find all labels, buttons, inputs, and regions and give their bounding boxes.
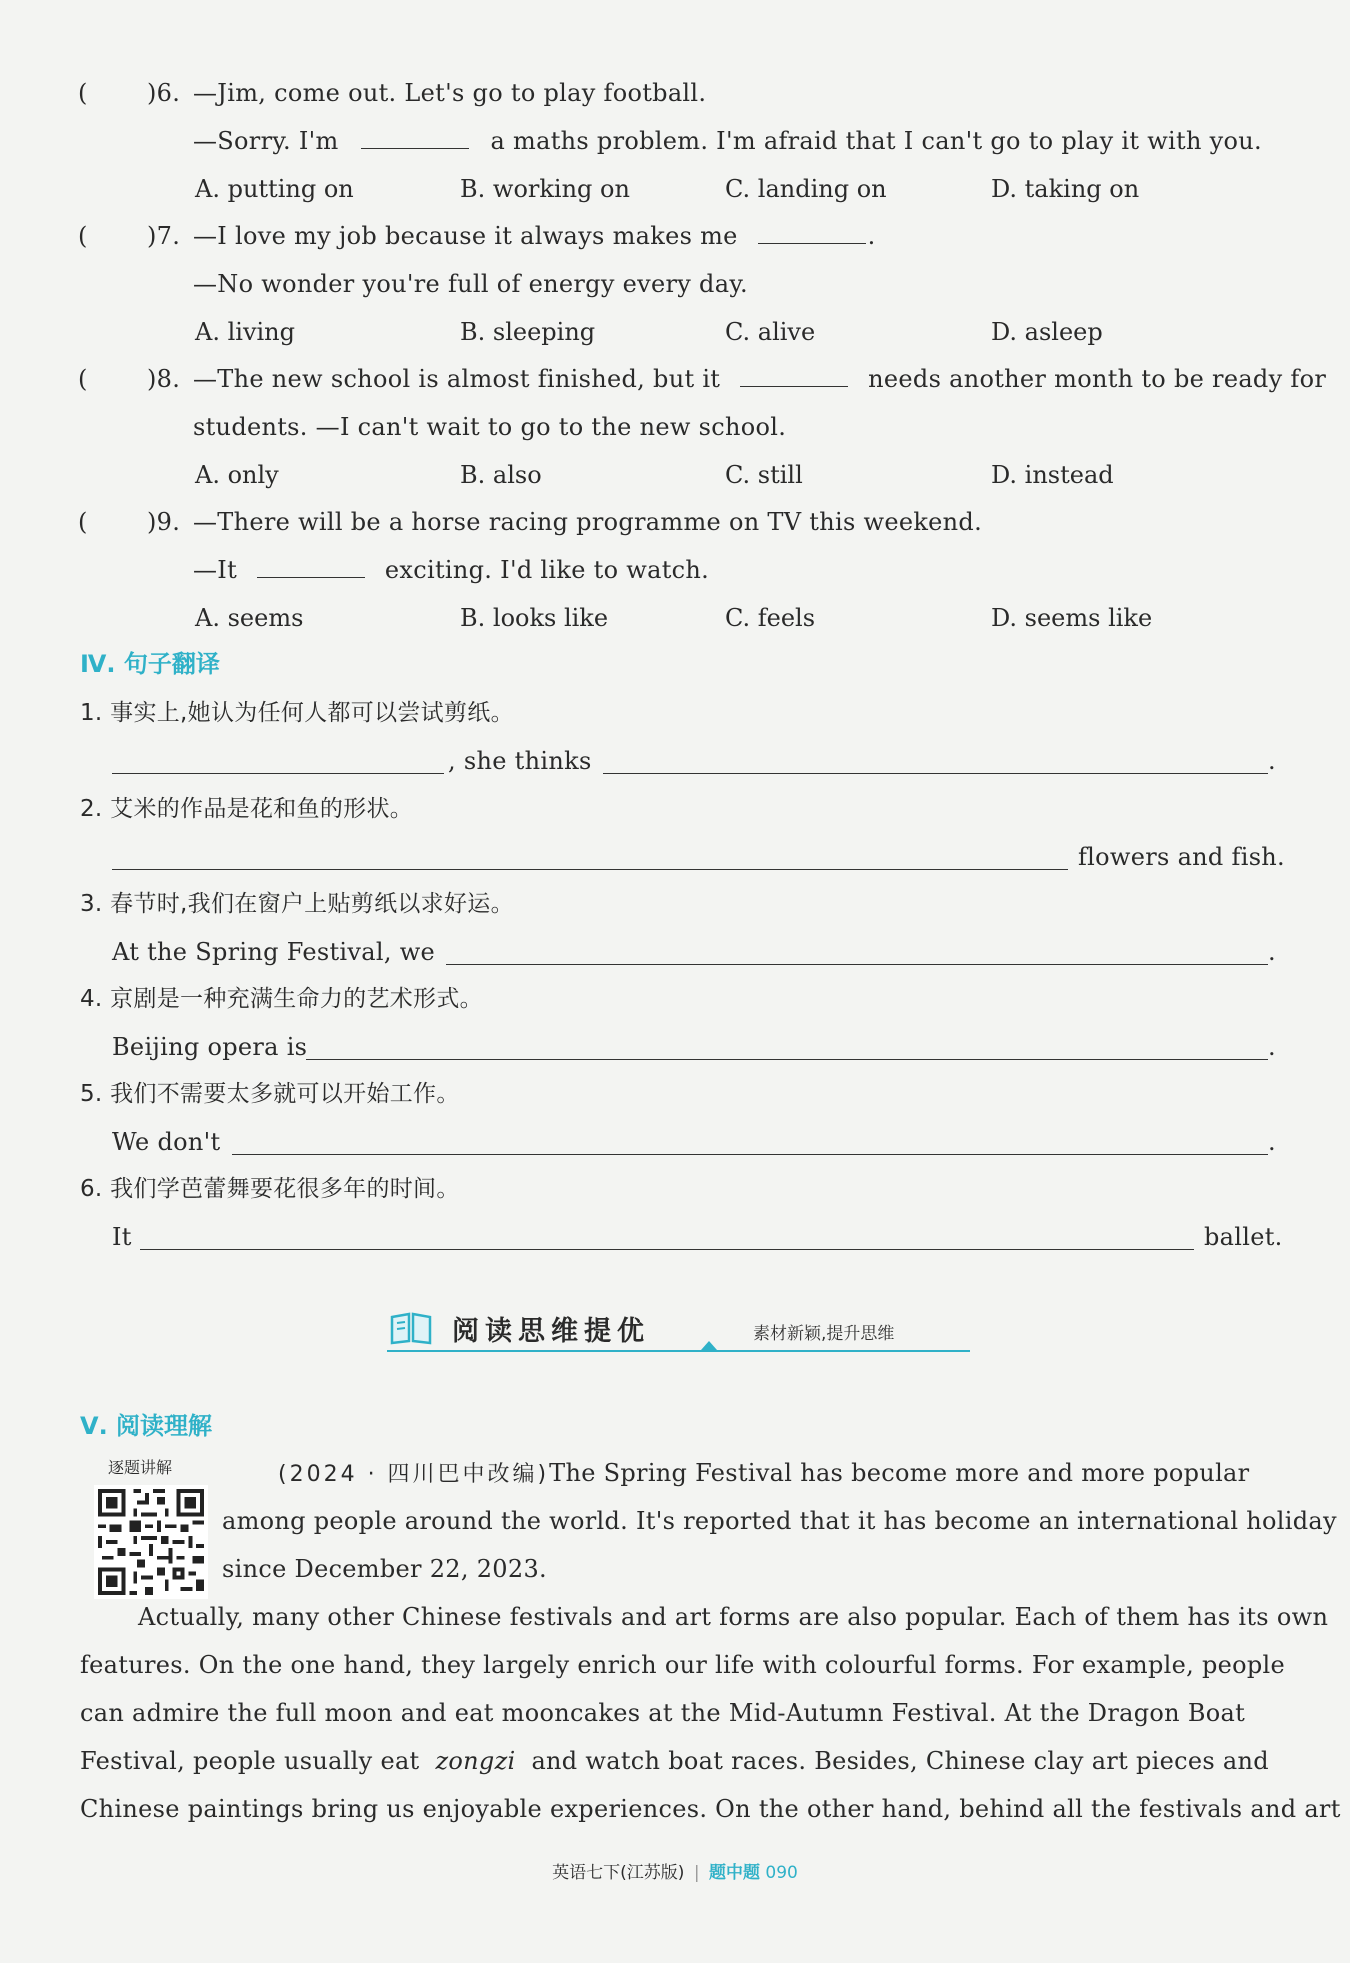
question-8-line1-end: needs another month to be ready for	[868, 365, 1327, 393]
reading-source: (2024 · 四川巴中改编)	[278, 1462, 550, 1487]
reading-p2-line3: can admire the full moon and eat mooncakes at the Mid-Autumn Festival. At the Dragon Boat	[80, 1699, 1246, 1727]
question-9-option-c[interactable]: C. feels	[725, 604, 816, 632]
qr-label: 逐题讲解	[108, 1458, 173, 1477]
question-6-line2-end: a maths problem. I'm afraid that I can't go to play it with you.	[490, 127, 1262, 155]
translation-4-blank[interactable]	[306, 1059, 1268, 1060]
translation-3-start: At the Spring Festival, we	[112, 938, 436, 966]
question-7-option-c[interactable]: C. alive	[725, 318, 816, 346]
banner-underline	[387, 1350, 970, 1352]
reading-p2-line2: features. On the one hand, they largely enrich our life with colourful forms. For example, people	[80, 1651, 1286, 1679]
question-8-option-a[interactable]: A. only	[195, 461, 279, 489]
translation-4-end: .	[1268, 1033, 1276, 1061]
open-book-icon	[389, 1309, 433, 1347]
question-9-number: )9.	[147, 508, 181, 536]
question-6-number: )6.	[147, 79, 181, 107]
question-9-line2-start: —It	[193, 556, 238, 584]
question-9-option-a[interactable]: A. seems	[195, 604, 304, 632]
reading-p2-line5: Chinese paintings bring us enjoyable experiences. On the other hand, behind all the festivals and art	[80, 1795, 1341, 1823]
question-9-option-b[interactable]: B. looks like	[460, 604, 609, 632]
question-7-line1-end: .	[867, 222, 876, 250]
page-footer	[0, 1858, 1350, 1883]
reading-p1-line1-text: The Spring Festival has become more and more popular	[549, 1459, 1250, 1487]
qr-code-block[interactable]	[94, 1455, 208, 1605]
question-7-option-a[interactable]: A. living	[195, 318, 295, 346]
banner-subtitle: 素材新颖,提升思维	[753, 1324, 895, 1344]
translation-1-end: .	[1268, 747, 1276, 775]
reading-p1-line1	[278, 1458, 1249, 1490]
question-6-option-a[interactable]: A. putting on	[195, 175, 354, 203]
translation-1-chinese: 1. 事实上,她认为任何人都可以尝试剪纸。	[80, 700, 514, 726]
translation-5-blank[interactable]	[232, 1154, 1268, 1155]
question-6-option-b[interactable]: B. working on	[460, 175, 630, 203]
footer-book: 英语七下(江苏版)	[552, 1863, 685, 1883]
translation-4-start: Beijing opera is	[112, 1033, 308, 1061]
question-7-option-b[interactable]: B. sleeping	[460, 318, 596, 346]
question-7-number: )7.	[147, 222, 181, 250]
translation-3-end: .	[1268, 938, 1276, 966]
section-4-title: Ⅳ. 句子翻译	[80, 650, 220, 678]
question-8-blank[interactable]	[740, 364, 848, 387]
footer-separator: |	[693, 1863, 700, 1883]
question-8-line1-start: —The new school is almost finished, but it	[193, 365, 721, 393]
question-6-line1: —Jim, come out. Let's go to play football.	[193, 79, 707, 107]
question-8-number: )8.	[147, 365, 181, 393]
translation-2-chinese: 2. 艾米的作品是花和鱼的形状。	[80, 796, 414, 822]
question-7-line1-start: —I love my job because it always makes me	[193, 222, 738, 250]
question-6-line2	[193, 126, 1262, 156]
translation-6-start: It	[112, 1223, 132, 1251]
translation-5-chinese: 5. 我们不需要太多就可以开始工作。	[80, 1081, 460, 1107]
translation-1-blank-a[interactable]	[112, 773, 444, 774]
footer-brand: 题中题	[708, 1863, 760, 1883]
banner-triangle-icon	[701, 1340, 717, 1350]
translation-2-blank[interactable]	[112, 869, 1068, 870]
question-8-line1	[193, 364, 1326, 394]
question-6-option-c[interactable]: C. landing on	[725, 175, 887, 203]
reading-zongzi-term: zongzi	[435, 1747, 516, 1775]
question-7-option-d[interactable]: D. asleep	[991, 318, 1103, 346]
translation-6-end: ballet.	[1204, 1223, 1283, 1251]
question-8-line2: students. —I can't wait to go to the new school.	[193, 413, 787, 441]
question-6-blank[interactable]	[361, 126, 469, 149]
question-6-option-d[interactable]: D. taking on	[991, 175, 1140, 203]
qr-code-icon	[94, 1485, 208, 1599]
section-5-title: Ⅴ. 阅读理解	[80, 1412, 213, 1440]
answer-paren: (	[78, 222, 88, 250]
reading-p1-line2: among people around the world. It's reported that it has become an international holiday	[222, 1507, 1337, 1535]
translation-5-end: .	[1268, 1128, 1276, 1156]
reading-banner	[385, 1305, 970, 1353]
translation-3-chinese: 3. 春节时,我们在窗户上贴剪纸以求好运。	[80, 891, 514, 917]
question-9-blank[interactable]	[257, 555, 365, 578]
question-9-line2-end: exciting. I'd like to watch.	[384, 556, 710, 584]
question-8-option-b[interactable]: B. also	[460, 461, 542, 489]
footer-page-number: 090	[765, 1863, 798, 1883]
question-8-option-c[interactable]: C. still	[725, 461, 803, 489]
question-9-line2	[193, 555, 709, 585]
translation-5-start: We don't	[112, 1128, 221, 1156]
translation-1-blank-b[interactable]	[603, 773, 1268, 774]
banner-title: 阅读思维提优	[452, 1316, 650, 1347]
question-8-option-d[interactable]: D. instead	[991, 461, 1114, 489]
translation-1-middle: , she thinks	[448, 747, 592, 775]
question-6-line2-start: —Sorry. I'm	[193, 127, 339, 155]
answer-paren: (	[78, 79, 88, 107]
translation-6-blank[interactable]	[140, 1249, 1194, 1250]
reading-p2-line4	[80, 1746, 1269, 1776]
question-7-blank[interactable]	[758, 221, 866, 244]
answer-paren: (	[78, 365, 88, 393]
question-7-line2: —No wonder you're full of energy every day.	[193, 270, 748, 298]
translation-4-chinese: 4. 京剧是一种充满生命力的艺术形式。	[80, 986, 483, 1012]
question-9-line1: —There will be a horse racing programme on TV this weekend.	[193, 508, 983, 536]
translation-3-blank[interactable]	[446, 964, 1268, 965]
question-9-option-d[interactable]: D. seems like	[991, 604, 1153, 632]
reading-p2-line4-start: Festival, people usually eat	[80, 1747, 420, 1775]
reading-p2-line4-end: and watch boat races. Besides, Chinese clay art pieces and	[531, 1747, 1269, 1775]
translation-6-chinese: 6. 我们学芭蕾舞要花很多年的时间。	[80, 1176, 460, 1202]
answer-paren: (	[78, 508, 88, 536]
translation-2-end: flowers and fish.	[1078, 843, 1285, 871]
reading-p2-line1: Actually, many other Chinese festivals and art forms are also popular. Each of them has its own	[138, 1603, 1329, 1631]
question-7-line1	[193, 221, 876, 251]
reading-p1-line3: since December 22, 2023.	[222, 1555, 547, 1583]
